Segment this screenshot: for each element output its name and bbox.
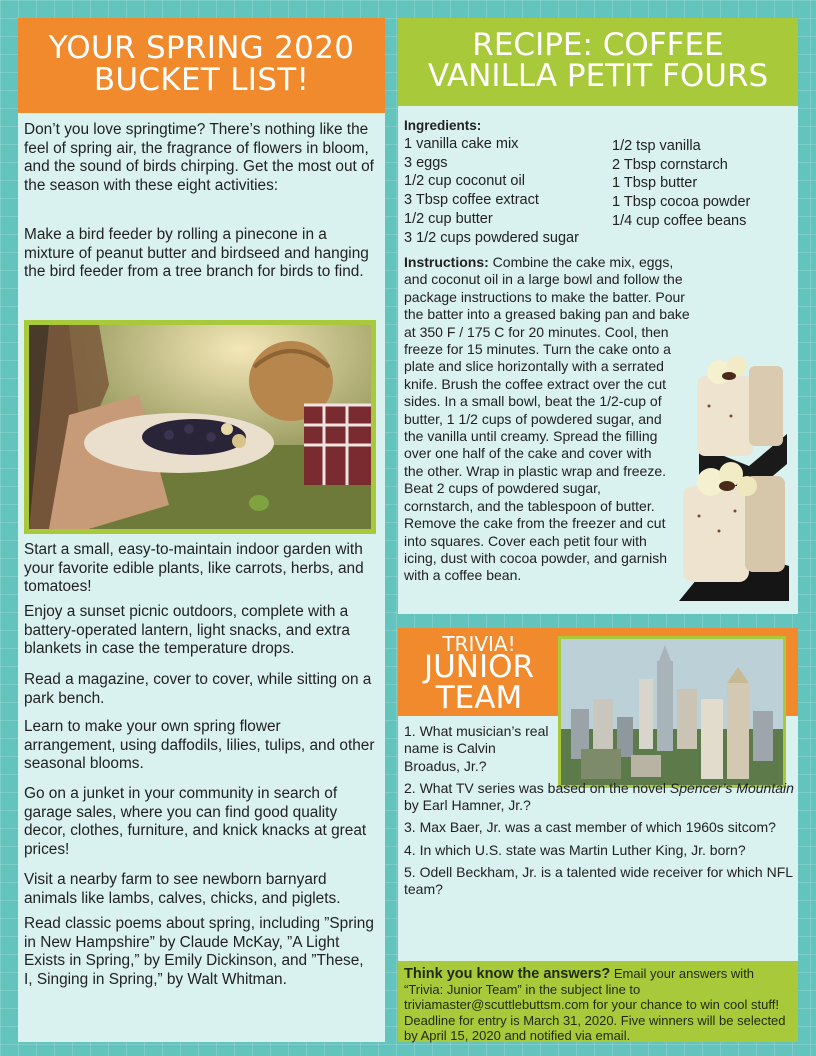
bucket-item-indoor-garden: Start a small, easy-to-maintain indoor garden with your favorite edible plants, like carrots, herbs, and tomatoes! xyxy=(24,541,364,596)
bucket-item-sunset-picnic: Enjoy a sunset picnic outdoors, complete with a battery-operated lantern, light snacks, and extra blankets in case the temperature drops. xyxy=(24,603,350,658)
trivia-kicker: TRIVIA! xyxy=(442,632,516,656)
bucket-item-bird-feeder: Make a bird feeder by rolling a pinecone in a mixture of peanut butter and birdseed and hanging the bird feeder from a tree branch for birds to find. xyxy=(24,226,369,281)
recipe-title-line1: RECIPE: COFFEE xyxy=(472,27,724,63)
trivia-footer-text: Email your answers with “Trivia: Junior Team” in the subject line to triviamaster@scuttlebuttsm.com for your chance to win cool stuff! Deadline for entry is March 31, 2020. Five winners will be selected by April 15, 2020 and notified via email. xyxy=(404,966,786,1043)
recipe-title-line2: VANILLA PETIT FOURS xyxy=(427,58,769,94)
trivia-question: 3. Max Baer, Jr. was a cast member of which 1960s sitcom? xyxy=(404,819,776,836)
picnic-photo xyxy=(24,320,376,534)
bucket-list-title-line2: BUCKET LIST! xyxy=(93,62,310,98)
bucket-list-header xyxy=(18,18,385,113)
instructions-text: Combine the cake mix, eggs, and coconut oil in a large bowl and follow the package instructions to make the batter. Pour the batter into a greased baking pan and bake at 350 F / 175 C for 20 minutes. Cool, then freeze for 15 minutes. Turn the cake onto a plate and slice horizontally with a serrated knife. Brush the coffee extract over the cut sides. In a small bowl, beat the 1/2-cup of butter, 1 1/2 cups of powdered sugar, and the vanilla until creamy. Spread the filling over one half of the cake and cover with the other. Wrap in plastic wrap and freeze. Beat 2 cups of powdered sugar, cornstarch, and the tablespoon of butter. Remove the cake from the freezer and cut into squares. Cover each petit four with icing, dust with cocoa powder, and garnish with a coffee bean. xyxy=(404,254,690,584)
trivia-questions xyxy=(404,723,794,904)
trivia-question: 5. Odell Beckham, Jr. is a talented wide receiver for which NFL team? xyxy=(404,864,793,898)
bucket-item-spring-poems: Read classic poems about spring, including ”Spring in New Hampshire” by Claude McKay, ”A Light Exists in Spring,” by Emily Dickinson, and ”These, I, Singing in Spring,” by Walt Whitman. xyxy=(24,915,374,988)
bucket-intro: Don’t you love springtime? There’s nothing like the feel of spring air, the fragrance of flowers in bloom, and the sound of birds chirping. Get the most out of the season with these eight activities: xyxy=(24,121,374,194)
novel-title: Spencer’s Mountain xyxy=(669,779,794,796)
trivia-question-text: 2. What TV series was based on the novel xyxy=(404,779,670,796)
trivia-title xyxy=(412,649,546,716)
trivia-footer-heading: Think you know the answers? xyxy=(404,966,611,982)
ingredient-item: 3 eggs xyxy=(404,154,448,171)
trivia-question: 1. What musician’s real name is Calvin Broadus, Jr.? xyxy=(404,723,549,774)
ingredient-item: 1/2 cup butter xyxy=(404,210,493,227)
ingredient-item: 1/2 tsp vanilla xyxy=(612,138,701,154)
ingredient-item: 3 Tbsp coffee extract xyxy=(404,192,539,209)
bucket-item-garage-sales: Go on a junket in your community in search of garage sales, where you can find good quality decor, clothes, furniture, and knick knacks at great prices! xyxy=(24,785,367,858)
ingredient-item: 1/2 cup coconut oil xyxy=(404,173,525,190)
trivia-question: 4. In which U.S. state was Martin Luther King, Jr. born? xyxy=(404,841,746,858)
instructions xyxy=(404,254,789,606)
trivia-title-line2: TEAM xyxy=(435,680,523,716)
recipe-panel xyxy=(398,18,798,614)
bucket-item-flower-arrangement: Learn to make your own spring flower arrangement, using daffodils, lilies, tulips, and other seasonal blooms. xyxy=(24,718,375,773)
ingredients-column-1 xyxy=(404,135,579,247)
trivia-title-line1: JUNIOR xyxy=(423,649,535,685)
ingredient-item: 3 1/2 cups powdered sugar xyxy=(404,229,579,246)
trivia-panel xyxy=(398,628,798,1042)
trivia-question-text: by Earl Hamner, Jr.? xyxy=(404,797,531,814)
ingredients-label: Ingredients: xyxy=(404,118,482,133)
ingredient-item: 1 Tbsp butter xyxy=(612,175,698,192)
ingredient-item: 1 vanilla cake mix xyxy=(404,136,519,152)
ingredients-column-2 xyxy=(612,137,750,231)
ingredient-item: 1 Tbsp cocoa powder xyxy=(612,194,751,211)
petit-fours-photo xyxy=(669,346,789,606)
ingredient-item: 2 Tbsp cornstarch xyxy=(612,156,728,173)
recipe-header xyxy=(398,18,798,106)
trivia-footer xyxy=(398,961,798,1042)
instructions-label: Instructions: xyxy=(404,254,489,270)
bucket-item-magazine: Read a magazine, cover to cover, while sitting on a park bench. xyxy=(24,671,372,707)
trivia-question xyxy=(404,780,794,815)
bucket-list-title-line1: YOUR SPRING 2020 xyxy=(48,30,355,66)
bucket-list-panel xyxy=(18,18,385,1042)
bucket-item-farm-visit: Visit a nearby farm to see newborn barnyard animals like lambs, calves, chicks, and piglets. xyxy=(24,871,341,907)
ingredient-item: 1/4 cup coffee beans xyxy=(612,212,747,229)
